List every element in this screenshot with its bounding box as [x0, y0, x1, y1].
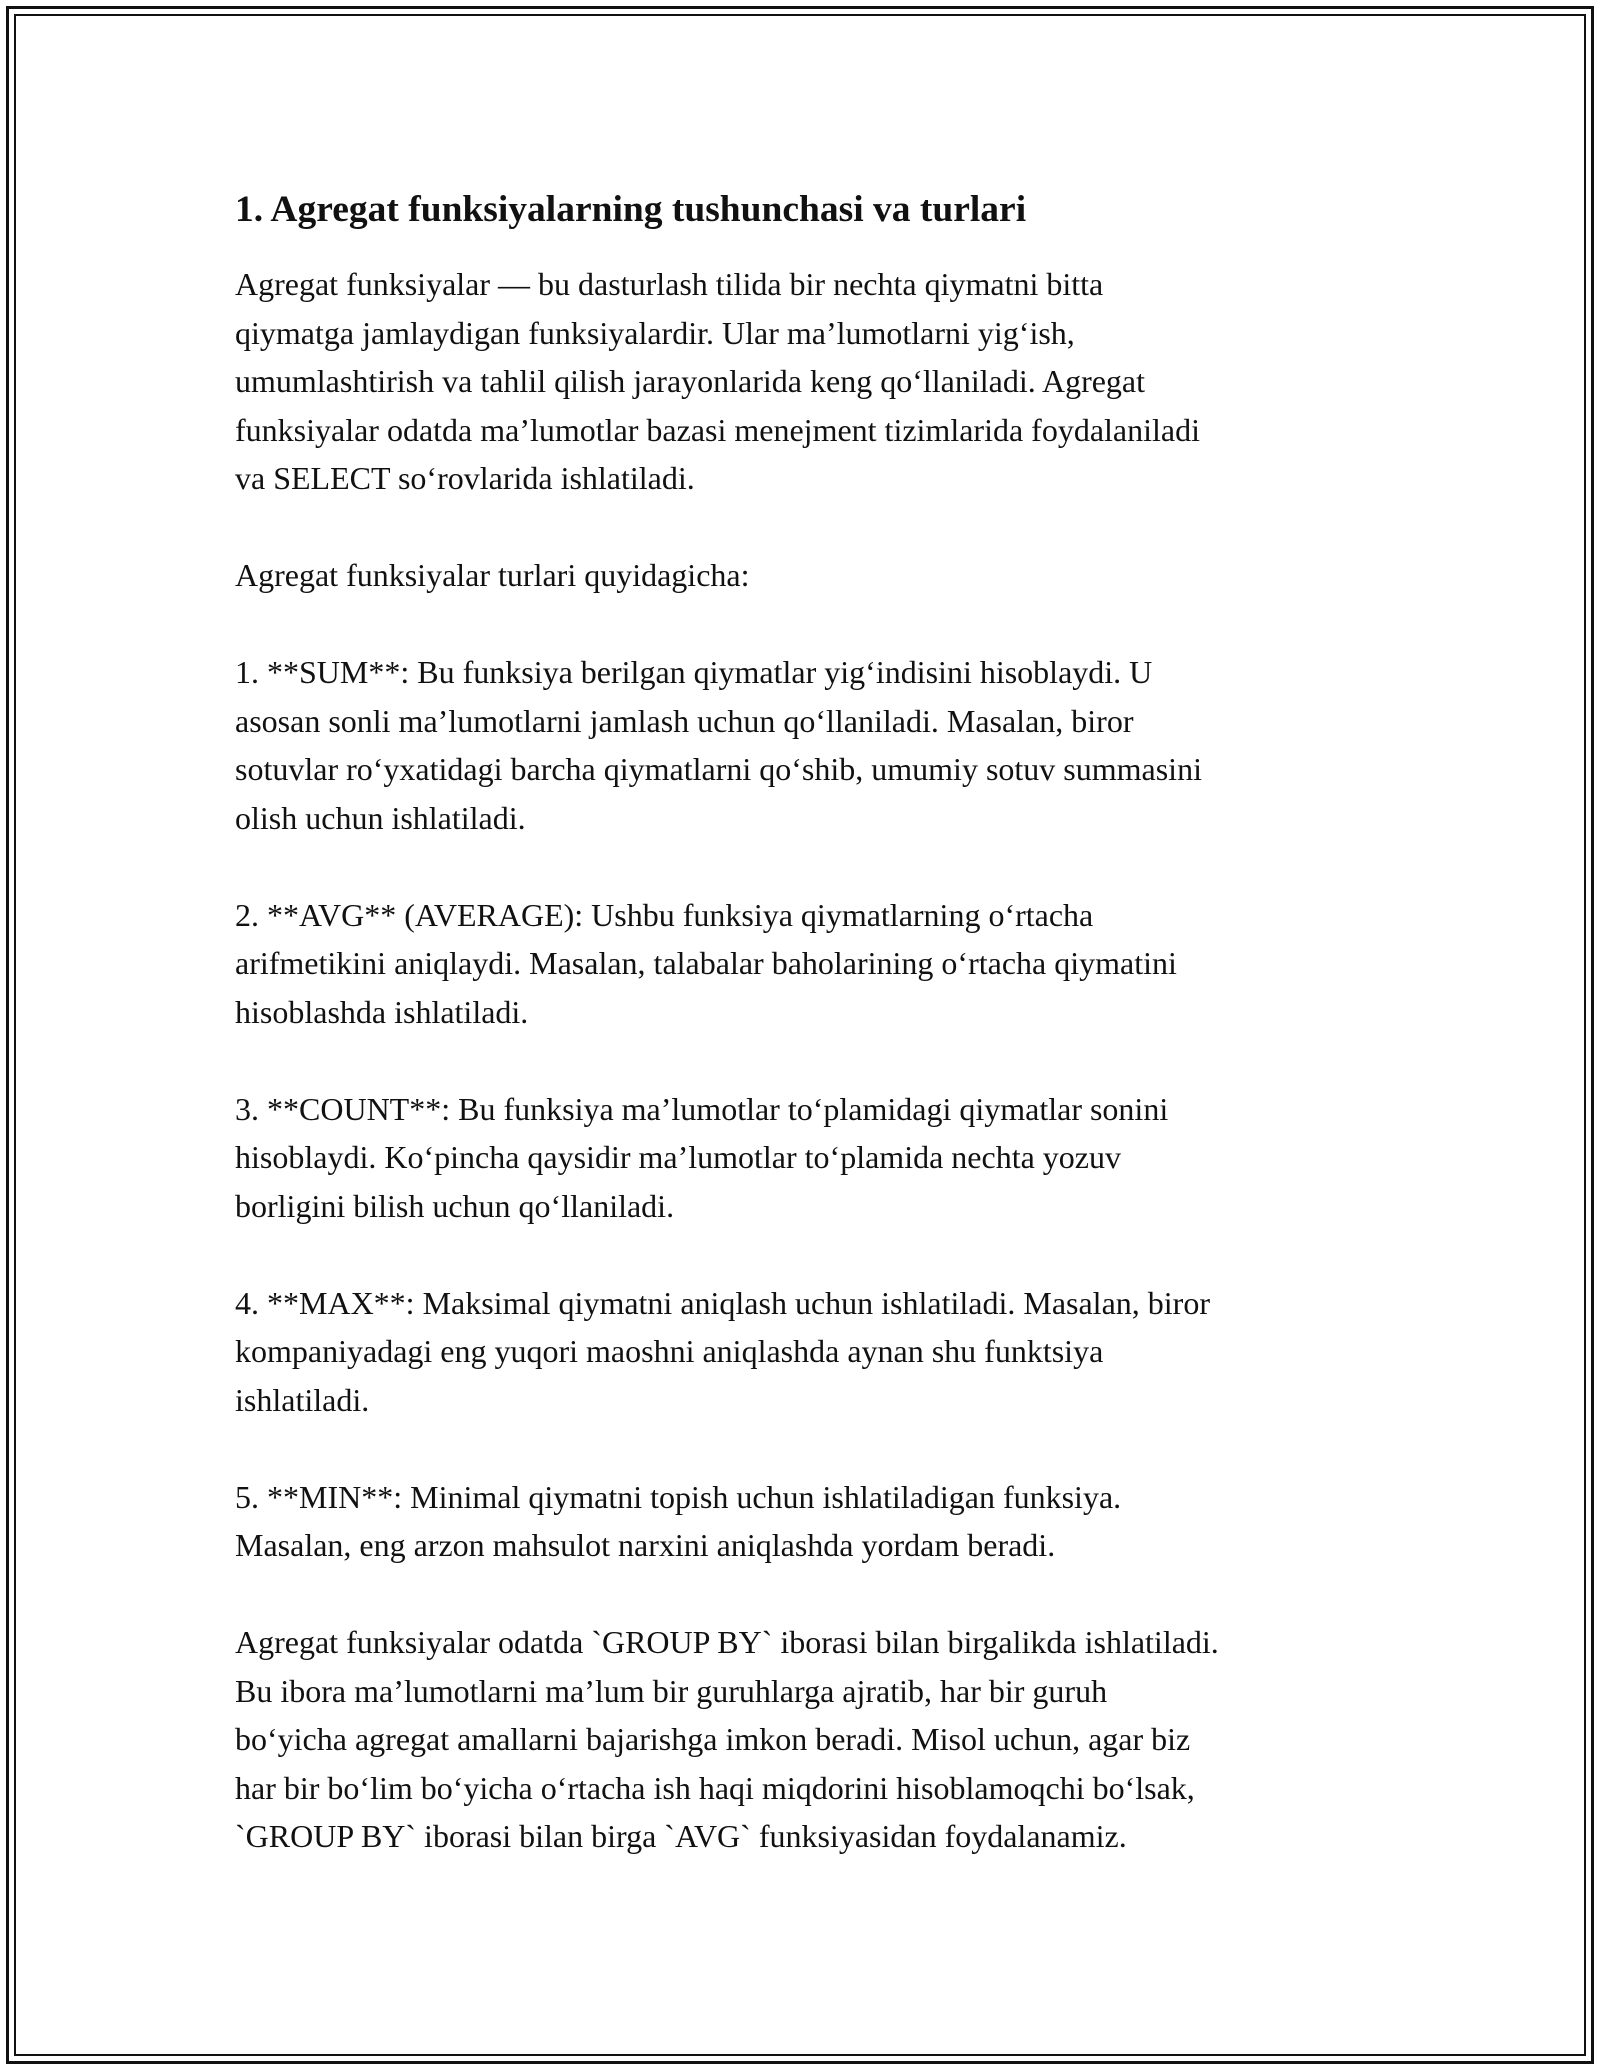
list-item-max: 4. **MAX**: Maksimal qiymatni aniqlash uchun ishlatiladi. Masalan, biror kompaniyadagi eng yuqori maoshni aniqlashda aynan shu funktsiya ishlatiladi.	[235, 1284, 1210, 1418]
paragraph-types-heading: Agregat funksiyalar turlari quyidagicha:	[235, 557, 750, 593]
paragraph-intro: Agregat funksiyalar — bu dasturlash tilida bir nechta qiymatni bitta qiymatga jamlaydigan funksiyalardir. Ular ma’lumotlarni yig‘ish, umumlashtirish va tahlil qilish jarayonlarida keng qo‘llaniladi. Agregat funksiyalar odatda ma’lumotlar bazasi menejment tizimlarida foydalaniladi va SELECT so‘rovlarida ishlatiladi.	[235, 266, 1200, 496]
list-item-count: 3. **COUNT**: Bu funksiya ma’lumotlar to‘plamidagi qiymatlar sonini hisoblaydi. Ko‘pincha qaysidir ma’lumotlar to‘plamida nechta yozuv borligini bilish uchun qo‘llaniladi.	[235, 1090, 1169, 1224]
list-item-avg: 2. **AVG** (AVERAGE): Ushbu funksiya qiymatlarning o‘rtacha arifmetikini aniqlaydi. Masalan, talabalar baholarining o‘rtacha qiymatini hisoblashda ishlatiladi.	[235, 896, 1177, 1030]
paragraph-group-by: Agregat funksiyalar odatda `GROUP BY` iborasi bilan birgalikda ishlatiladi. Bu ibora ma’lumotlarni ma’lum bir guruhlarga ajratib, har bir guruh bo‘yicha agregat amallarni bajarishga imkon beradi. Misol uchun, agar biz har bir bo‘lim bo‘yicha o‘rtacha ish haqi miqdorini hisoblamoqchi bo‘lsak, `GROUP BY` iborasi bilan birga `AVG` funksiyasidan foydalanamiz.	[235, 1624, 1219, 1854]
list-item-min: 5. **MIN**: Minimal qiymatni topish uchun ishlatiladigan funksiya. Masalan, eng arzon mahsulot narxini aniqlashda yordam beradi.	[235, 1478, 1122, 1563]
document-title: 1. Agregat funksiyalarning tushunchasi va turlari	[235, 189, 1027, 230]
document-body	[235, 187, 1375, 1861]
list-item-sum: 1. **SUM**: Bu funksiya berilgan qiymatlar yig‘indisini hisoblaydi. U asosan sonli ma’lumotlarni jamlash uchun qo‘llaniladi. Masalan, biror sotuvlar ro‘yxatidagi barcha qiymatlarni qo‘shib, umumiy sotuv summasini olish uchun ishlatiladi.	[235, 654, 1202, 836]
